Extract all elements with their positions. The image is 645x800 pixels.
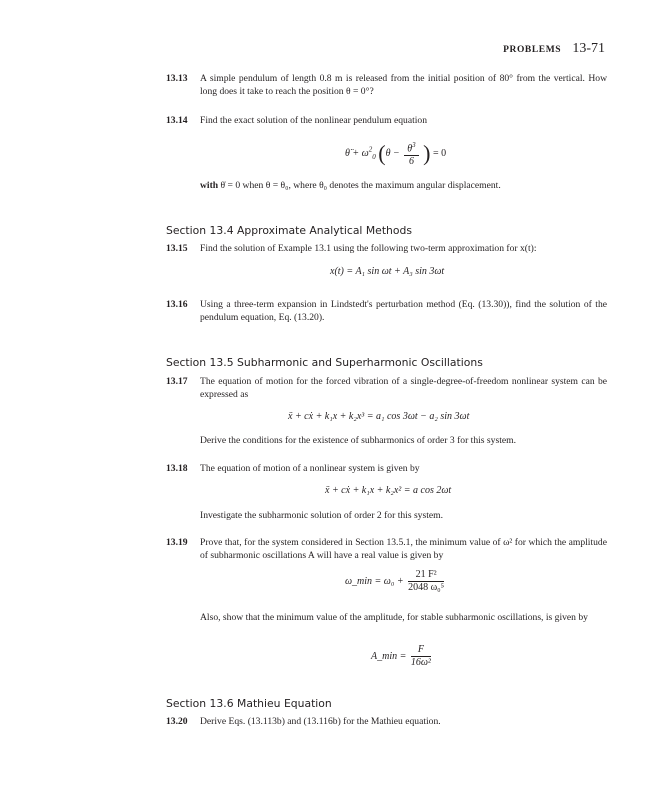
problem-number: 13.19 <box>166 537 188 548</box>
problem-text: Using a three-term expansion in Lindstedt's perturbation method (Eq. (13.30)), find the solution of the pendulum equation, Eq. (13.20). <box>200 299 607 323</box>
problem-number: 13.14 <box>166 115 188 126</box>
problem-text: The equation of motion of a nonlinear system is given by <box>200 463 420 474</box>
problem-13-19 <box>166 536 607 562</box>
header-word: PROBLEMS <box>503 45 562 55</box>
section-heading: Section 13.5 Subharmonic and Superharmonic Oscillations <box>166 356 483 369</box>
running-header <box>503 41 605 57</box>
nonlinear-system-equation: ẍ + cẋ + k₁x + k₂x² = a cos 2ωt <box>325 485 452 496</box>
section-heading: Section 13.6 Mathieu Equation <box>166 697 332 710</box>
problem-number: 13.16 <box>166 299 188 310</box>
section-heading: Section 13.4 Approximate Analytical Methods <box>166 224 412 237</box>
problem-number: 13.17 <box>166 376 188 387</box>
pendulum-equation: θ̈ + $\omega^2_0$ (θ − $\frac{\theta^3}{6}$ ) = 0 <box>345 140 447 168</box>
problem-13-18-task: Investigate the subharmonic solution of order 2 for this system. <box>200 510 443 521</box>
problem-text: A simple pendulum of length 0.8 m is released from the initial position of 80° from the vertical. How long does it take to reach the position θ = 0°? <box>200 73 607 97</box>
problem-text: Find the solution of Example 13.1 using the following two-term approximation for x(t): <box>200 243 537 254</box>
problem-13-14 <box>166 114 607 127</box>
problem-13-18 <box>166 462 607 475</box>
problem-13-20 <box>166 715 607 728</box>
amplitude-min-equation: A_min = $\frac{F}{\text{16ω²}}$ <box>371 644 431 668</box>
problem-text: Derive Eqs. (13.113b) and (13.116b) for the Mathieu equation. <box>200 716 441 727</box>
problem-13-14-condition: with θ̇ = 0 when θ = θ₀, where θ₀ denotes the maximum angular displacement. <box>200 180 501 191</box>
two-term-approximation: x(t) = A₁ sin ωt + A₃ sin 3ωt <box>330 266 445 277</box>
page-number: 13-71 <box>572 41 605 56</box>
problem-13-17 <box>166 375 607 401</box>
problem-number: 13.13 <box>166 73 188 84</box>
problem-13-19-part-2: Also, show that the minimum value of the amplitude, for stable subharmonic oscillations, is given by <box>200 612 588 623</box>
problem-13-15 <box>166 242 607 255</box>
problem-text: Prove that, for the system considered in Section 13.5.1, the minimum value of ω² for which the amplitude of subharmonic oscillations A will have a real value is given by <box>200 537 607 561</box>
problem-number: 13.15 <box>166 243 188 254</box>
problem-text: Find the exact solution of the nonlinear pendulum equation <box>200 115 428 126</box>
problem-13-16 <box>166 298 607 324</box>
problem-number: 13.18 <box>166 463 188 474</box>
forced-vibration-equation: ẍ + cẋ + k₁x + k₂x³ = a₁ cos 3ωt − a₂ sin 3ωt <box>288 411 470 422</box>
omega-min-equation: ω_min = ω₀ + $\frac{\text{21 F²}}{\text{2048 ω₀⁵}}$ <box>345 569 445 593</box>
problem-13-17-task: Derive the conditions for the existence of subharmonics of order 3 for this system. <box>200 435 516 446</box>
problem-text: The equation of motion for the forced vibration of a single-degree-of-freedom nonlinear system can be expressed as <box>200 376 607 400</box>
problem-13-13 <box>166 72 607 98</box>
problem-number: 13.20 <box>166 716 188 727</box>
